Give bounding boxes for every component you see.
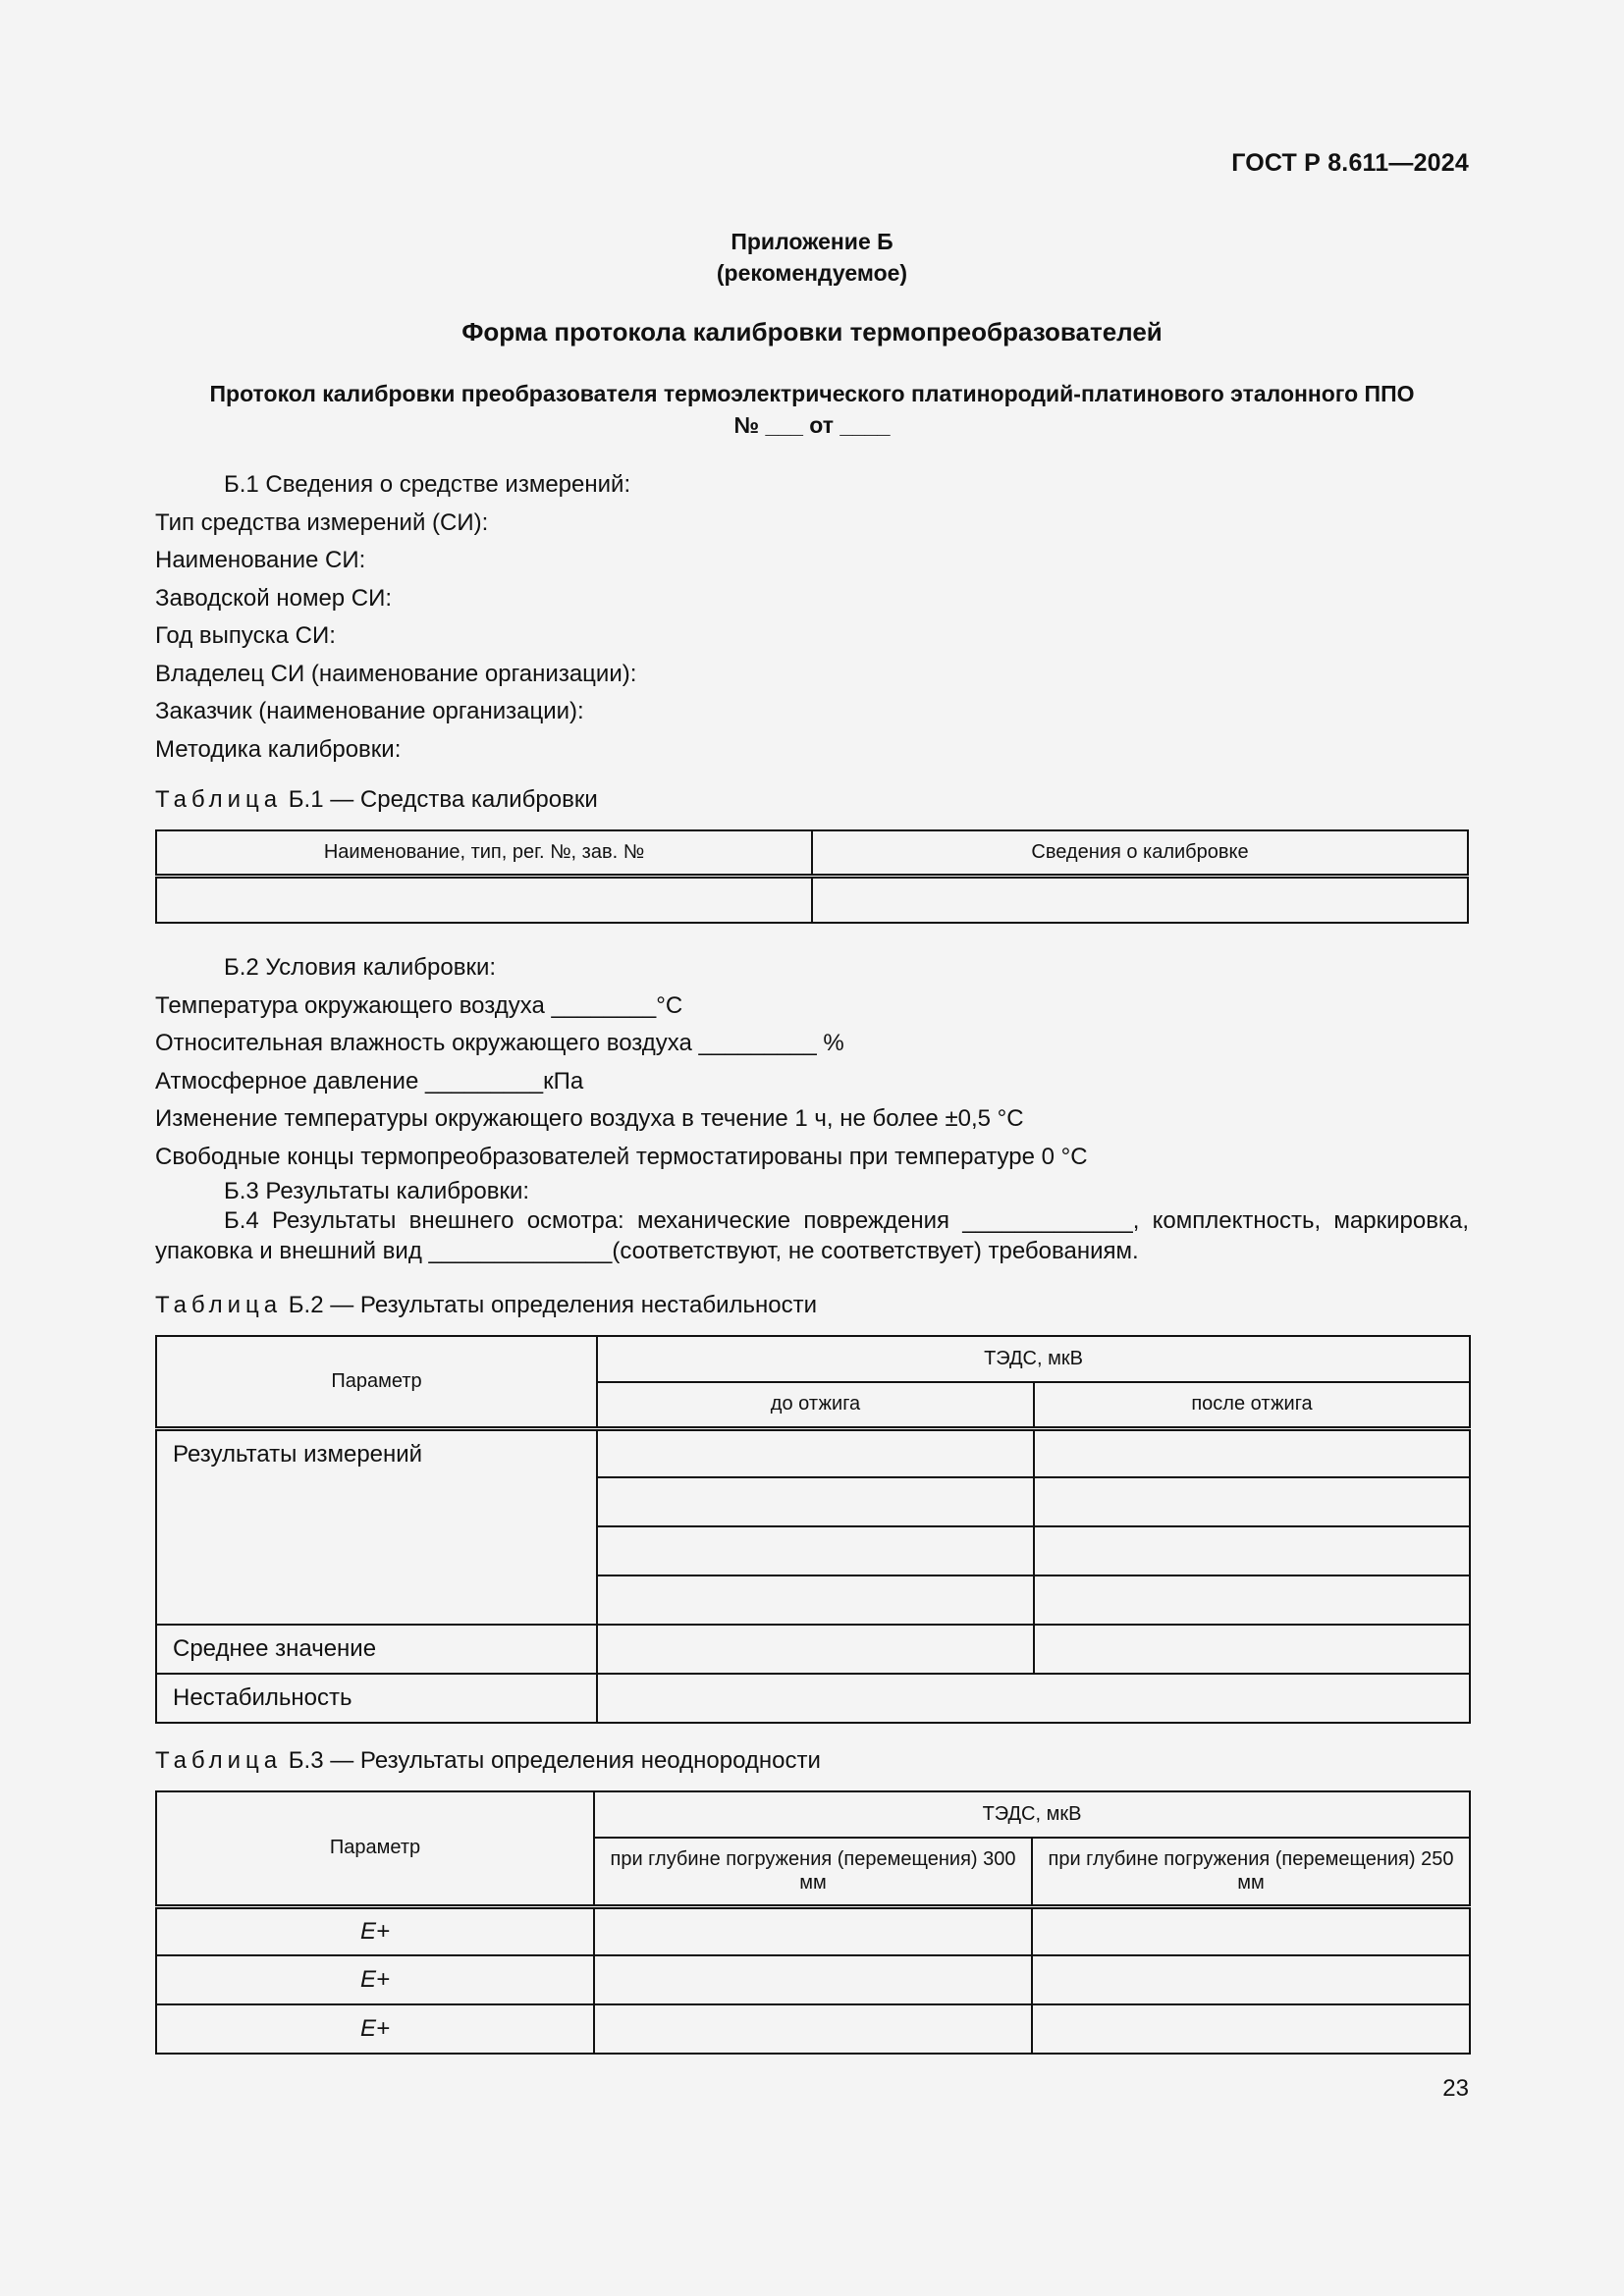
table-b2-header-tedc: ТЭДС, мкВ — [597, 1336, 1470, 1382]
table-b2-cell[interactable] — [1034, 1526, 1470, 1575]
appendix-subtitle: (рекомендуемое) — [716, 260, 908, 286]
table-b3-header-300mm: при глубине погружения (перемещения) 300 мм — [594, 1838, 1032, 1906]
section-b4-line1: Б.4 Результаты внешнего осмотра: механические повреждения _____________, комплектность, маркировка, — [224, 1207, 1469, 1234]
table-b3-header-tedc: ТЭДС, мкВ — [594, 1791, 1470, 1838]
field-customer: Заказчик (наименование организации): — [155, 698, 584, 724]
table-b3-cell[interactable] — [1032, 1955, 1470, 2004]
row-label-average: Среднее значение — [156, 1625, 597, 1674]
table-b3-cell[interactable] — [594, 1955, 1032, 2004]
table-b2-cell[interactable] — [597, 1526, 1034, 1575]
section-b2 — [155, 949, 1469, 1176]
row-label-measurements: Результаты измерений — [156, 1428, 597, 1625]
protocol-title-line1: Протокол калибровки преобразователя термоэлектрического платинородий-платинового эталонного ППО — [209, 381, 1415, 406]
table-b1-cell[interactable] — [812, 876, 1468, 923]
table-b2-cell[interactable] — [1034, 1428, 1470, 1477]
field-serial-number: Заводской номер СИ: — [155, 584, 393, 612]
section-b1-heading: Б.1 Сведения о средстве измерений: — [224, 471, 631, 498]
appendix-heading — [155, 226, 1469, 289]
table-b1-header-calibration: Сведения о калибровке — [812, 830, 1468, 876]
condition-temp-change: Изменение температуры окружающего воздуха в течение 1 ч, не более ±0,5 °С — [155, 1105, 1024, 1132]
table-b3-cell[interactable] — [594, 2004, 1032, 2054]
table-b2-cell[interactable] — [597, 1477, 1034, 1526]
condition-free-ends: Свободные концы термопреобразователей термостатированы при температуре 0 °С — [155, 1143, 1088, 1170]
table-b2-cell[interactable] — [597, 1428, 1034, 1477]
protocol-title — [155, 378, 1469, 441]
field-year: Год выпуска СИ: — [155, 622, 336, 649]
table-b3-caption: Таблица Б.3 — Результаты определения неоднородности — [155, 1747, 821, 1774]
field-owner: Владелец СИ (наименование организации): — [155, 660, 637, 687]
table-b2 — [155, 1335, 1471, 1724]
section-b3-heading: Б.3 Результаты калибровки: — [224, 1178, 530, 1204]
table-b3-cell[interactable] — [1032, 1906, 1470, 1955]
condition-temperature: Температура окружающего воздуха ________°С — [155, 991, 683, 1019]
field-method: Методика калибровки: — [155, 735, 402, 763]
table-b2-cell[interactable] — [1034, 1625, 1470, 1674]
table-b2-cell[interactable] — [597, 1625, 1034, 1674]
table-b2-cell[interactable] — [1034, 1477, 1470, 1526]
table-b2-caption: Таблица Б.2 — Результаты определения нестабильности — [155, 1292, 818, 1318]
table-b2-cell[interactable] — [597, 1674, 1470, 1723]
row-label-instability: Нестабильность — [156, 1674, 597, 1723]
table-b1-header-name: Наименование, тип, рег. №, зав. № — [156, 830, 812, 876]
table-b2-cell[interactable] — [597, 1575, 1034, 1625]
section-b1 — [155, 466, 1469, 769]
table-b2-cell[interactable] — [1034, 1575, 1470, 1625]
row-label-e-plus: E+ — [156, 1955, 594, 2004]
section-b4-line2: упаковка и внешний вид ______________(соответствуют, не соответствует) требованиям. — [155, 1238, 1139, 1264]
table-b2-header-before: до отжига — [597, 1382, 1034, 1428]
table-b2-header-after: после отжига — [1034, 1382, 1470, 1428]
protocol-title-line2: № ___ от ____ — [733, 412, 891, 438]
field-si-name: Наименование СИ: — [155, 547, 366, 573]
field-si-type: Тип средства измерений (СИ): — [155, 508, 489, 536]
table-b3-header-250mm: при глубине погружения (перемещения) 250 мм — [1032, 1838, 1470, 1906]
page-number: 23 — [1442, 2075, 1469, 2102]
section-b4 — [155, 1205, 1469, 1266]
row-label-e-plus: E+ — [156, 2004, 594, 2054]
standard-number: ГОСТ Р 8.611—2024 — [1231, 149, 1469, 177]
table-b3-cell[interactable] — [594, 1906, 1032, 1955]
table-b2-header-param: Параметр — [156, 1336, 597, 1428]
table-b1-caption: Таблица Б.1 — Средства калибровки — [155, 786, 598, 813]
section-b3 — [155, 1176, 1469, 1206]
table-b1 — [155, 829, 1469, 924]
table-b1-cell[interactable] — [156, 876, 812, 923]
appendix-title: Приложение Б — [731, 229, 893, 254]
condition-pressure: Атмосферное давление _________кПа — [155, 1067, 584, 1095]
table-b3 — [155, 1790, 1471, 2055]
table-b3-cell[interactable] — [1032, 2004, 1470, 2054]
condition-humidity: Относительная влажность окружающего воздуха _________ % — [155, 1030, 844, 1056]
row-label-e-plus: E+ — [156, 1906, 594, 1955]
table-b3-header-param: Параметр — [156, 1791, 594, 1906]
section-b2-heading: Б.2 Условия калибровки: — [224, 954, 497, 981]
form-title: Форма протокола калибровки термопреобразователей — [461, 317, 1163, 347]
